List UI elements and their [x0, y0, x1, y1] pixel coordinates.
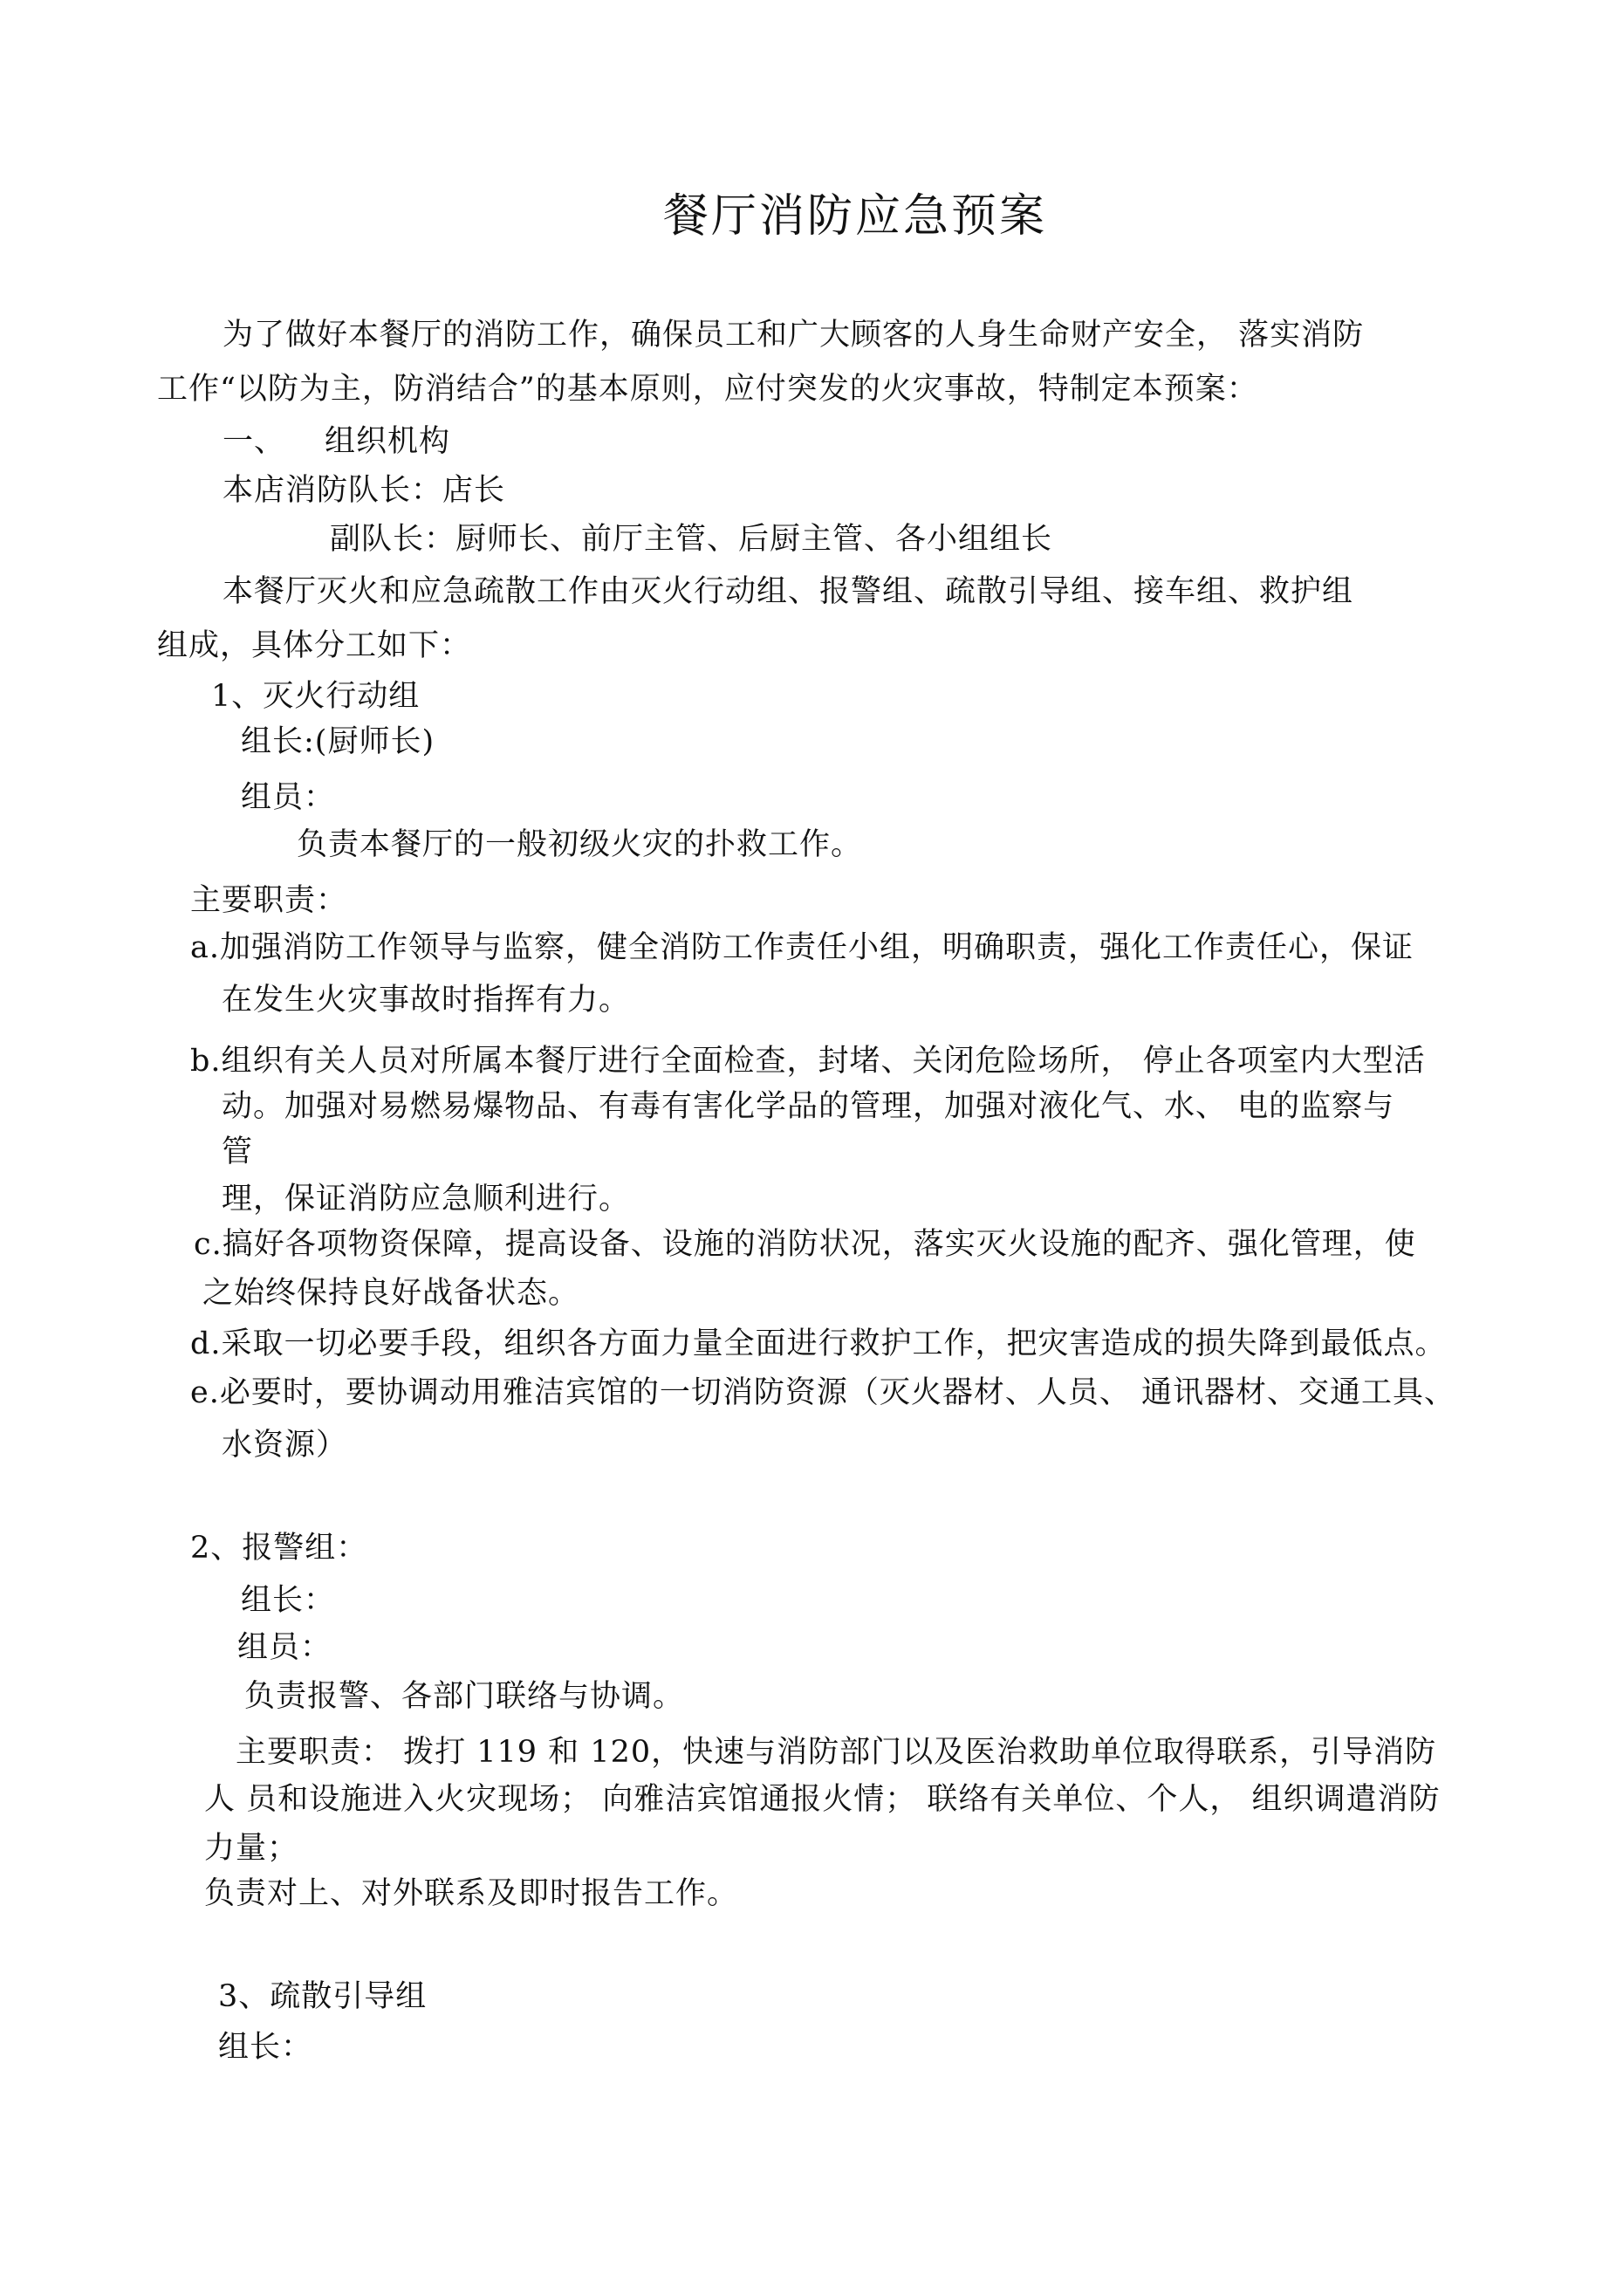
duty-b-line-4: 理，保证消防应急顺利进行。: [222, 1182, 631, 1217]
group1-leader: 组长:(厨师长): [241, 724, 435, 759]
group1-responsibility: 负责本餐厅的一般初级火灾的扑救工作。: [297, 827, 863, 862]
fire-captain-line: 本店消防队长：店长: [223, 473, 506, 508]
group1-heading: 1、灭火行动组: [211, 679, 421, 714]
group2-duty-line-1: 主要职责： 拨打 119 和 120，快速与消防部门以及医治救助单位取得联系，引导消防: [236, 1735, 1437, 1770]
section-number: 一、: [223, 424, 286, 459]
duty-a-line-2: 在发生火灾事故时指挥有力。: [222, 983, 631, 1018]
group2-duty-line-2: 人 员和设施进入火灾现场； 向雅洁宾馆通报火情； 联络有关单位、个人， 组织调遣消防: [204, 1782, 1441, 1817]
section-heading: 组织机构: [325, 424, 451, 459]
group2-duty-line-3: 力量；: [204, 1831, 299, 1866]
duty-e-line-2: 水资源）: [222, 1428, 348, 1463]
group2-heading: 2、报警组：: [190, 1531, 368, 1566]
duty-c-line-1: c.搞好各项物资保障，提高设备、设施的消防状况，落实灭火设施的配齐、强化管理，使: [194, 1227, 1416, 1262]
duty-e-line-1: e.必要时，要协调动用雅洁宾馆的一切消防资源（灭火器材、人员、 通讯器材、交通工具、: [190, 1375, 1455, 1410]
group2-leader: 组长：: [241, 1583, 336, 1618]
duty-b-line-3: 管: [222, 1134, 254, 1169]
org-paragraph-line-1: 本餐厅灭火和应急疏散工作由灭火行动组、报警组、疏散引导组、接车组、救护组: [223, 574, 1354, 609]
group1-duties-label: 主要职责：: [190, 883, 348, 918]
intro-line-1: 为了做好本餐厅的消防工作，确保员工和广大顾客的人身生命财产安全， 落实消防: [223, 318, 1365, 353]
duty-b-line-2: 动。加强对易燃易爆物品、有毒有害化学品的管理，加强对液化气、水、 电的监察与: [222, 1089, 1395, 1124]
group2-members: 组员：: [237, 1630, 332, 1665]
group3-leader: 组长：: [218, 2030, 313, 2065]
duty-c-line-2: 之始终保持良好战备状态。: [202, 1276, 580, 1311]
group2-duty-line-4: 负责对上、对外联系及即时报告工作。: [204, 1876, 739, 1911]
duty-a-line-1: a.加强消防工作领导与监察，健全消防工作责任小组，明确职责，强化工作责任心，保证: [190, 930, 1414, 965]
duty-d-line-1: d.采取一切必要手段，组织各方面力量全面进行救护工作，把灾害造成的损失降到最低点。: [190, 1326, 1447, 1361]
vice-captain-line: 副队长：厨师长、前厅主管、后厨主管、各小组组长: [330, 522, 1053, 557]
org-paragraph-line-2: 组成，具体分工如下：: [157, 628, 472, 663]
document-title: 餐厅消防应急预案: [663, 190, 1048, 243]
duty-b-line-1: b.组织有关人员对所属本餐厅进行全面检查，封堵、关闭危险场所， 停止各项室内大型活: [190, 1044, 1426, 1079]
group2-responsibility: 负责报警、各部门联络与协调。: [244, 1679, 685, 1714]
group3-heading: 3、疏散引导组: [218, 1979, 428, 2014]
group1-members: 组员：: [241, 780, 336, 815]
intro-line-2: 工作“以防为主，防消结合”的基本原则，应付突发的火灾事故，特制定本预案：: [157, 372, 1258, 407]
